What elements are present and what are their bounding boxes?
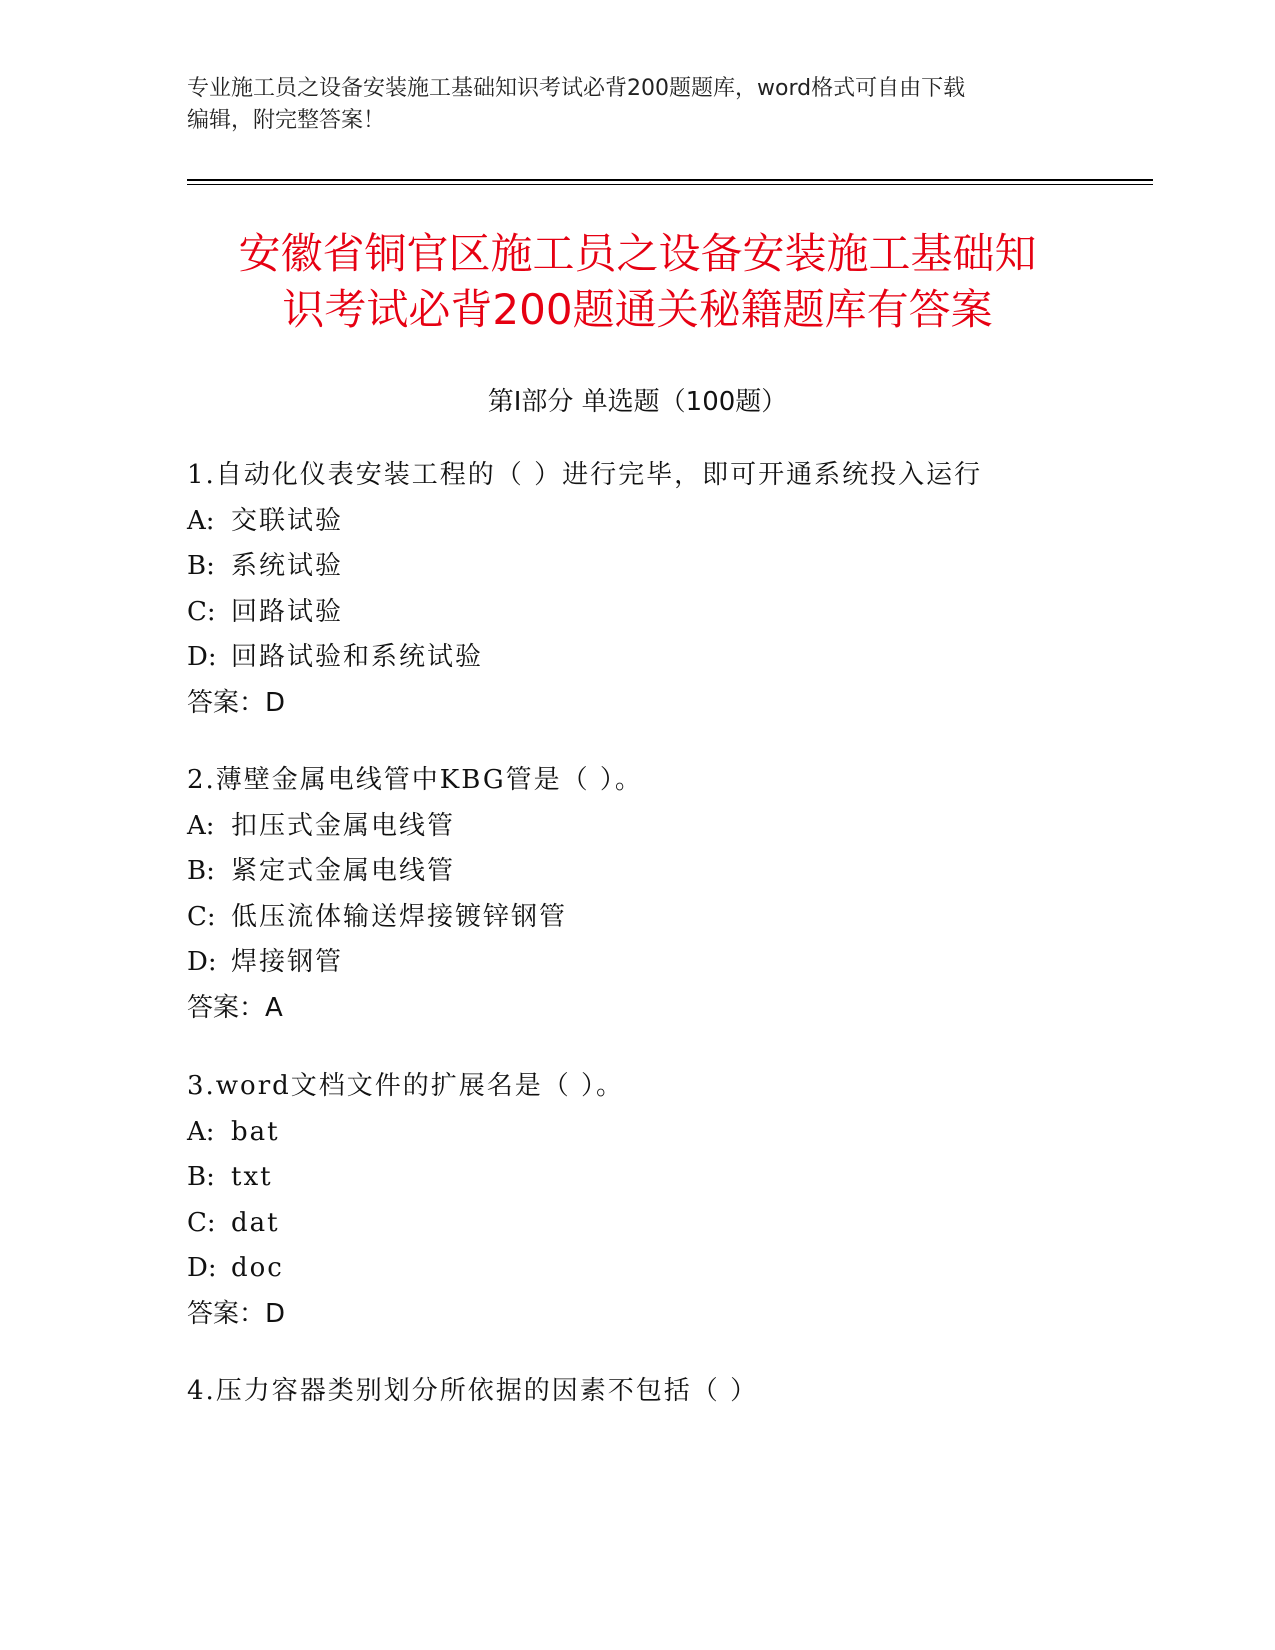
option-letter: B: bbox=[187, 1162, 215, 1192]
option-a bbox=[187, 804, 1137, 850]
document-title-line2: 识考试必背200题通关秘籍题库有答案 bbox=[282, 285, 993, 334]
question-text: 3.word文档文件的扩展名是（ ）。 bbox=[187, 1071, 625, 1101]
header-divider-thick bbox=[187, 179, 1153, 181]
option-letter: C: bbox=[187, 1207, 216, 1238]
option-text: 低压流体输送焊接镀锌钢管 bbox=[231, 901, 568, 932]
option-text: 回路试验和系统试验 bbox=[231, 642, 484, 672]
answer: 答案：D bbox=[187, 1298, 286, 1329]
option-letter: B: bbox=[187, 856, 215, 886]
option-d bbox=[187, 940, 1137, 986]
option-c bbox=[187, 895, 1137, 941]
option-b bbox=[187, 544, 1137, 590]
option-text: txt bbox=[231, 1162, 273, 1192]
header-note bbox=[187, 73, 1087, 137]
option-b bbox=[187, 849, 1137, 895]
option-a bbox=[187, 499, 1137, 545]
document-title bbox=[140, 226, 1135, 338]
question-text: 2.薄壁金属电线管中KBG管是（ ）。 bbox=[187, 765, 643, 795]
option-letter: D: bbox=[187, 642, 217, 672]
option-letter: D: bbox=[187, 1253, 217, 1283]
answer: 答案：D bbox=[187, 687, 286, 718]
option-text: 系统试验 bbox=[231, 551, 344, 581]
option-letter: A: bbox=[187, 1116, 215, 1147]
option-text: doc bbox=[231, 1253, 284, 1283]
question-2 bbox=[187, 758, 1137, 1031]
option-text: dat bbox=[231, 1207, 280, 1238]
option-letter: A: bbox=[187, 505, 215, 536]
header-divider-thin bbox=[187, 184, 1153, 185]
option-a bbox=[187, 1110, 1137, 1156]
question-3 bbox=[187, 1064, 1137, 1337]
option-b bbox=[187, 1155, 1137, 1201]
option-text: 扣压式金属电线管 bbox=[231, 810, 456, 841]
option-text: 交联试验 bbox=[231, 505, 344, 536]
option-d bbox=[187, 1246, 1137, 1292]
header-note-line1: 专业施工员之设备安装施工基础知识考试必背200题题库，word格式可自由下载 bbox=[187, 76, 966, 101]
question-text: 4.压力容器类别划分所依据的因素不包括（ ） bbox=[187, 1376, 759, 1406]
answer: 答案：A bbox=[187, 992, 283, 1023]
question-text: 1.自动化仪表安装工程的（ ）进行完毕，即可开通系统投入运行 bbox=[187, 460, 983, 490]
option-letter: C: bbox=[187, 901, 216, 932]
option-letter: D: bbox=[187, 947, 217, 977]
document-title-line1: 安徽省铜官区施工员之设备安装施工基础知 bbox=[238, 229, 1037, 278]
option-text: bat bbox=[231, 1116, 280, 1147]
option-d bbox=[187, 635, 1137, 681]
option-letter: A: bbox=[187, 810, 215, 841]
option-c bbox=[187, 1201, 1137, 1247]
option-letter: C: bbox=[187, 596, 216, 627]
header-note-line2: 编辑，附完整答案！ bbox=[187, 108, 386, 133]
question-1 bbox=[187, 453, 1137, 726]
option-text: 焊接钢管 bbox=[231, 947, 344, 977]
option-text: 回路试验 bbox=[231, 596, 344, 627]
option-text: 紧定式金属电线管 bbox=[231, 856, 456, 886]
option-c bbox=[187, 590, 1137, 636]
question-4 bbox=[187, 1369, 1137, 1415]
option-letter: B: bbox=[187, 551, 215, 581]
section-heading: 第Ⅰ部分 单选题（100题） bbox=[487, 387, 788, 417]
